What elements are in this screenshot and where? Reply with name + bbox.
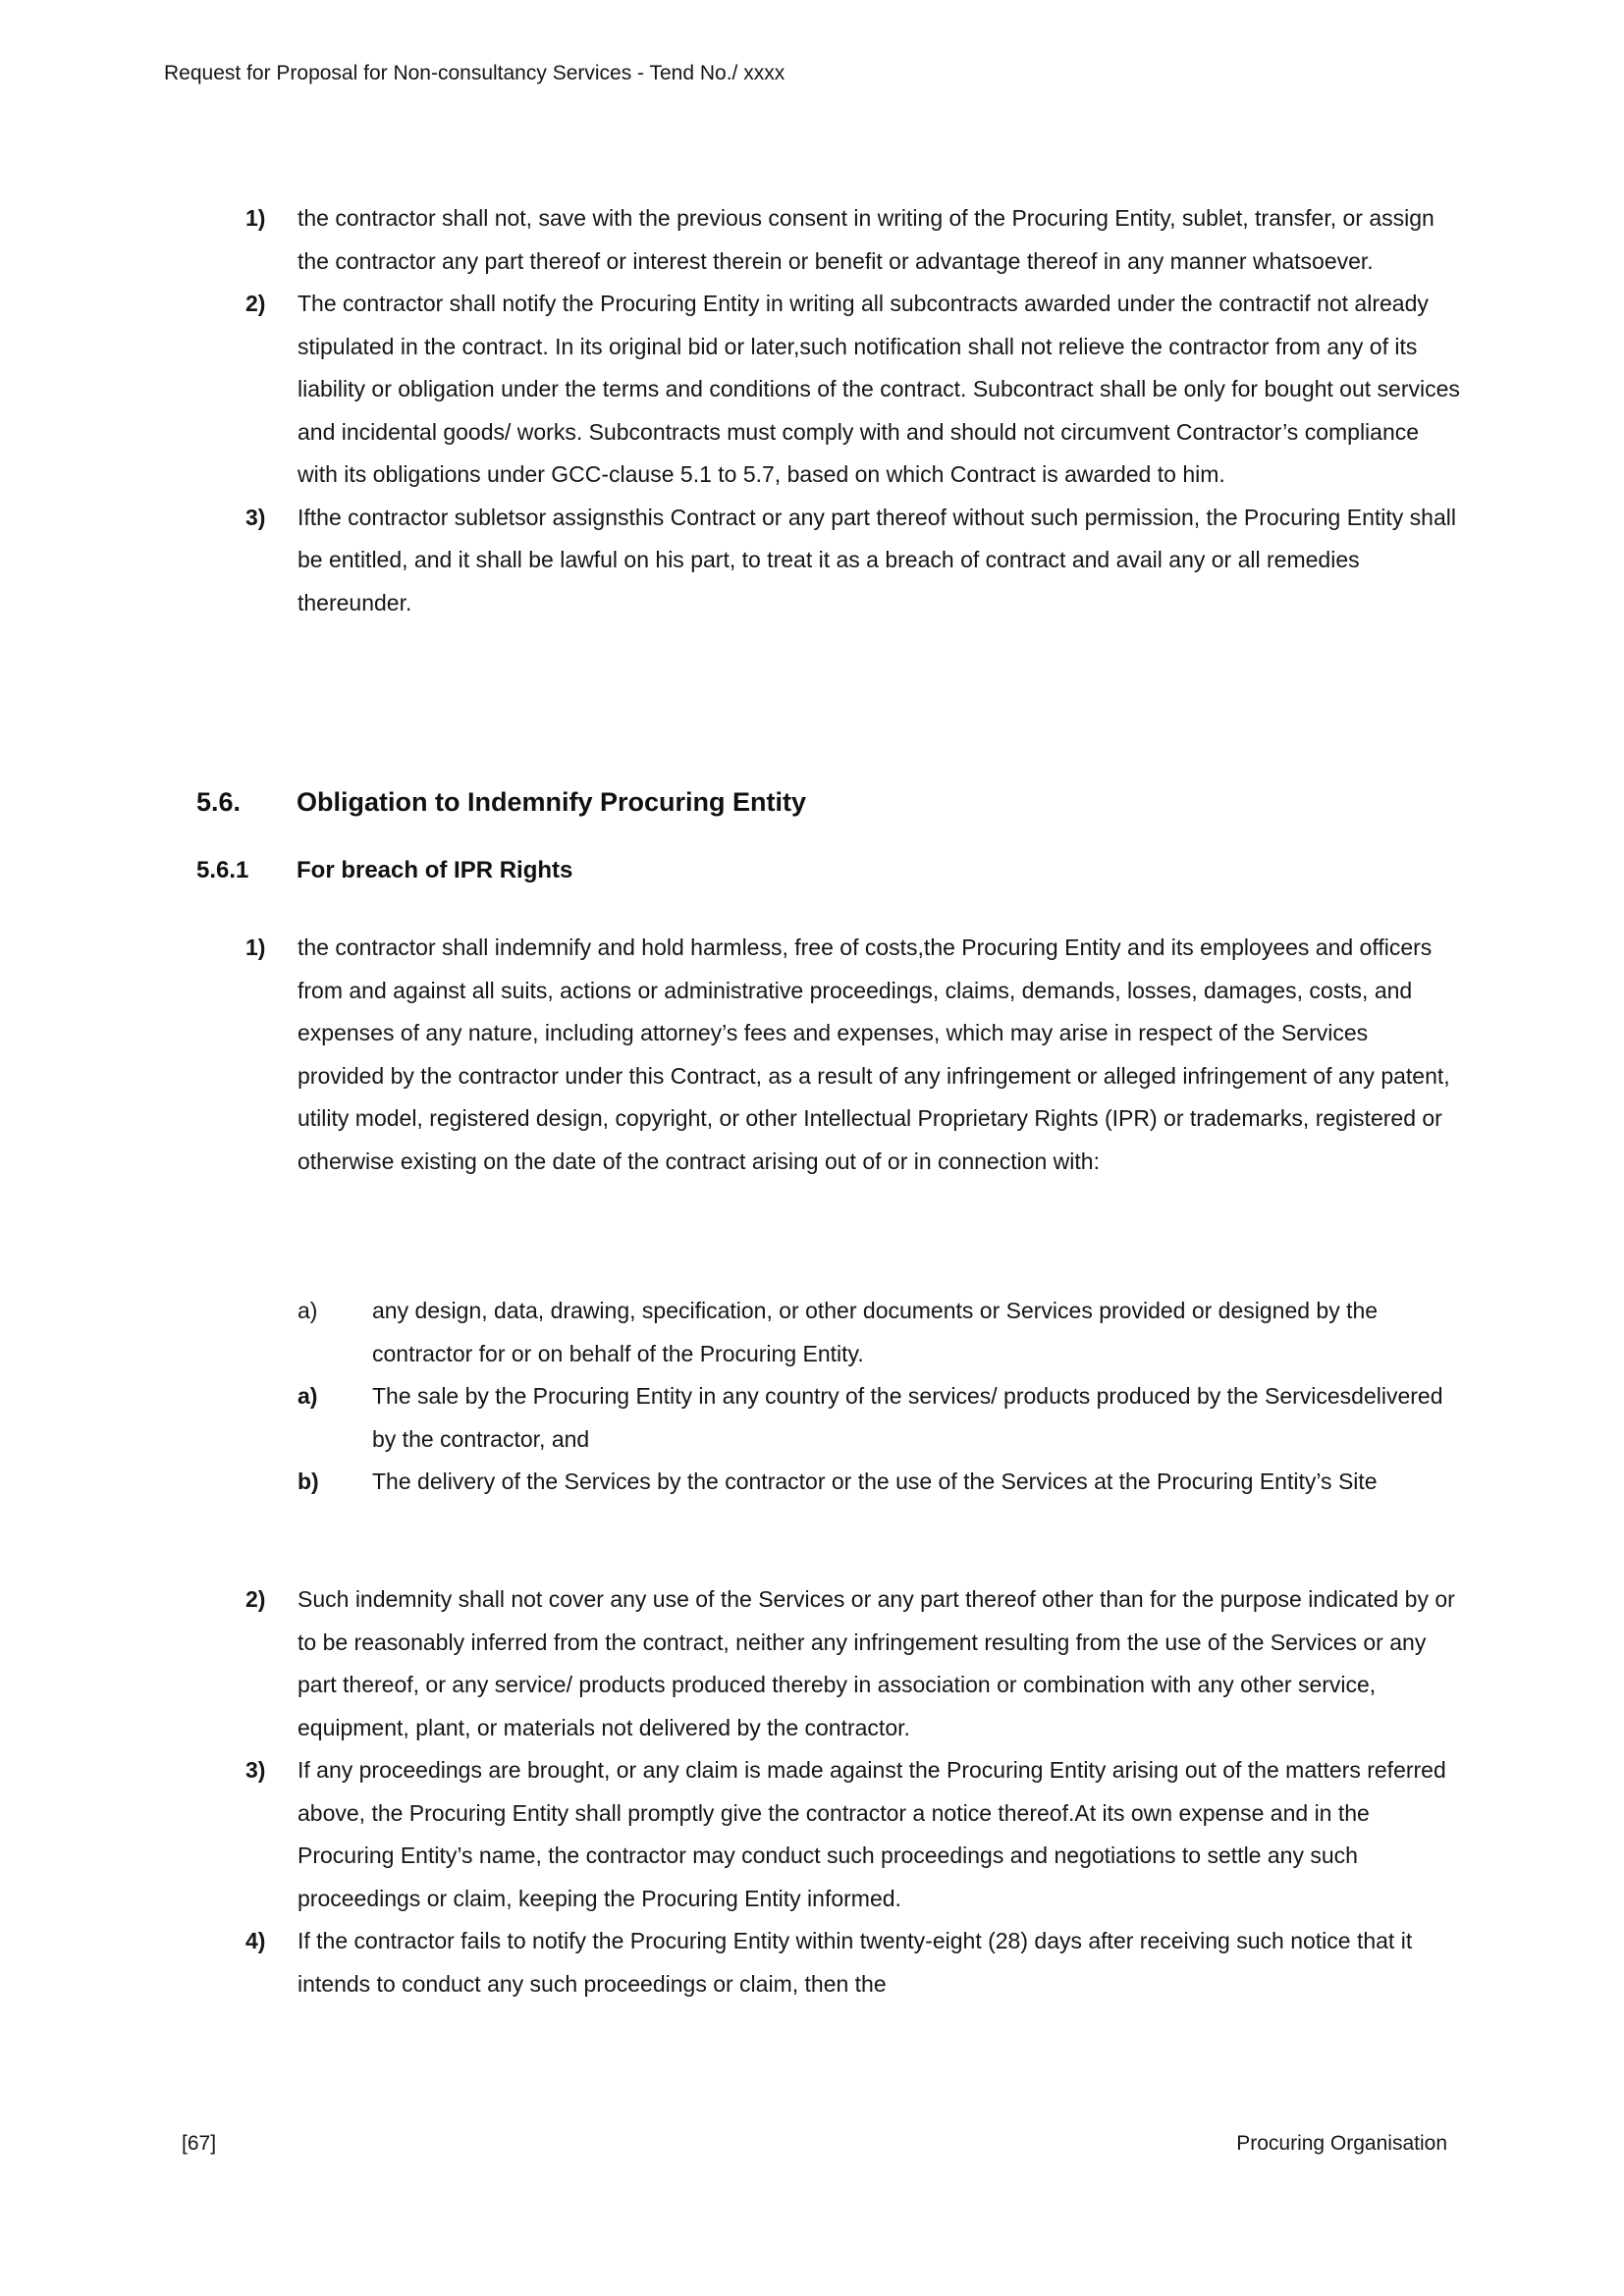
sub-list-item-marker: a) xyxy=(298,1298,318,1323)
list-item-text: Such indemnity shall not cover any use of the Services or any part thereof other than for the purpose indicated by or to be reasonably inferred from the contract, neither any infringement resulting from the use of the Services or any part thereof, or any service/ products produced thereby in association or combination with any other service, equipment, plant, or materials not delivered by the contractor. xyxy=(298,1586,1455,1740)
list-item-text: If the contractor fails to notify the Procuring Entity within twenty-eight (28) days after receiving such notice that it intends to conduct any such proceedings or claim, then the xyxy=(298,1928,1413,1997)
ipr-sub-list xyxy=(298,1290,1460,1504)
page-footer xyxy=(182,2131,1447,2156)
sub-list-item-text: The delivery of the Services by the contractor or the use of the Services at the Procuring Entity’s Site xyxy=(372,1468,1378,1494)
list-item xyxy=(245,1920,1460,2005)
page-number: [67] xyxy=(182,2132,217,2155)
sub-list-item-text: The sale by the Procuring Entity in any country of the services/ products produced by the Servicesdelivered by the contractor, and xyxy=(372,1383,1443,1452)
list-item-marker: 1) xyxy=(245,934,266,960)
list-item-marker: 2) xyxy=(245,1586,266,1612)
list-item-text: If any proceedings are brought, or any claim is made against the Procuring Entity arising out of the matters referred above, the Procuring Entity shall promptly give the contractor a notice thereof.At its own expense and in the Procuring Entity’s name, the contractor may conduct such proceedings and negotiations to settle any such proceedings or claim, keeping the Procuring Entity informed. xyxy=(298,1757,1446,1911)
subsection-number: 5.6.1 xyxy=(196,857,249,883)
footer-organisation: Procuring Organisation xyxy=(1236,2132,1447,2155)
section-heading xyxy=(196,786,806,819)
list-item-marker: 2) xyxy=(245,291,266,316)
section-title: Obligation to Indemnify Procuring Entity xyxy=(297,787,806,817)
sub-list-item-marker: b) xyxy=(298,1468,319,1494)
list-item xyxy=(245,197,1460,283)
list-item-marker: 4) xyxy=(245,1928,266,1953)
list-item-text: the contractor shall not, save with the previous consent in writing of the Procuring Entity, sublet, transfer, or assign the contractor any part thereof or interest therein or benefit or advantage thereof in any manner whatsoever. xyxy=(298,205,1435,274)
subsection-title: For breach of IPR Rights xyxy=(297,857,573,883)
list-item xyxy=(245,1578,1460,1749)
sub-list-item xyxy=(298,1290,1460,1375)
ipr-list-items-2-4 xyxy=(245,1578,1460,2005)
list-item xyxy=(245,927,1460,1183)
list-item-text: Ifthe contractor subletsor assignsthis Contract or any part thereof without such permission, the Procuring Entity shall be entitled, and it shall be lawful on his part, to treat it as a breach of contract and avail any or all remedies thereunder. xyxy=(298,504,1456,615)
list-item xyxy=(245,1749,1460,1920)
list-item-text: the contractor shall indemnify and hold harmless, free of costs,the Procuring Entity and its employees and officers from and against all suits, actions or administrative proceedings, claims, demands, losses, damages, costs, and expenses of any nature, including attorney’s fees and expenses, which may arise in respect of the Services provided by the contractor under this Contract, as a result of any infringement or alleged infringement of any patent, utility model, registered design, copyright, or other Intellectual Proprietary Rights (IPR) or trademarks, registered or otherwise existing on the date of the contract arising out of or in connection with: xyxy=(298,934,1450,1174)
section-number: 5.6. xyxy=(196,787,242,817)
list-item-marker: 1) xyxy=(245,205,266,231)
sub-list-item-marker: a) xyxy=(298,1383,318,1409)
sub-list-item-text: any design, data, drawing, specification, or other documents or Services provided or designed by the contractor for or on behalf of the Procuring Entity. xyxy=(372,1298,1379,1366)
list-item-marker: 3) xyxy=(245,504,266,530)
subsection-heading xyxy=(196,856,572,884)
list-item xyxy=(245,497,1460,625)
subcontract-clause-list xyxy=(245,197,1460,624)
page-header: Request for Proposal for Non-consultancy Services - Tend No./ xxxx xyxy=(164,62,785,84)
sub-list-item xyxy=(298,1375,1460,1461)
list-item xyxy=(245,283,1460,497)
list-item-text: The contractor shall notify the Procuring Entity in writing all subcontracts awarded under the contractif not already stipulated in the contract. In its original bid or later,such notification shall not relieve the contractor from any of its liability or obligation under the terms and conditions of the contract. Subcontract shall be only for bought out services and incidental goods/ works. Subcontracts must comply with and should not circumvent Contractor’s compliance with its obligations under GCC-clause 5.1 to 5.7, based on which Contract is awarded to him. xyxy=(298,291,1460,487)
list-item-marker: 3) xyxy=(245,1757,266,1783)
sub-list-item xyxy=(298,1461,1460,1504)
ipr-list-item-1 xyxy=(245,927,1460,1183)
